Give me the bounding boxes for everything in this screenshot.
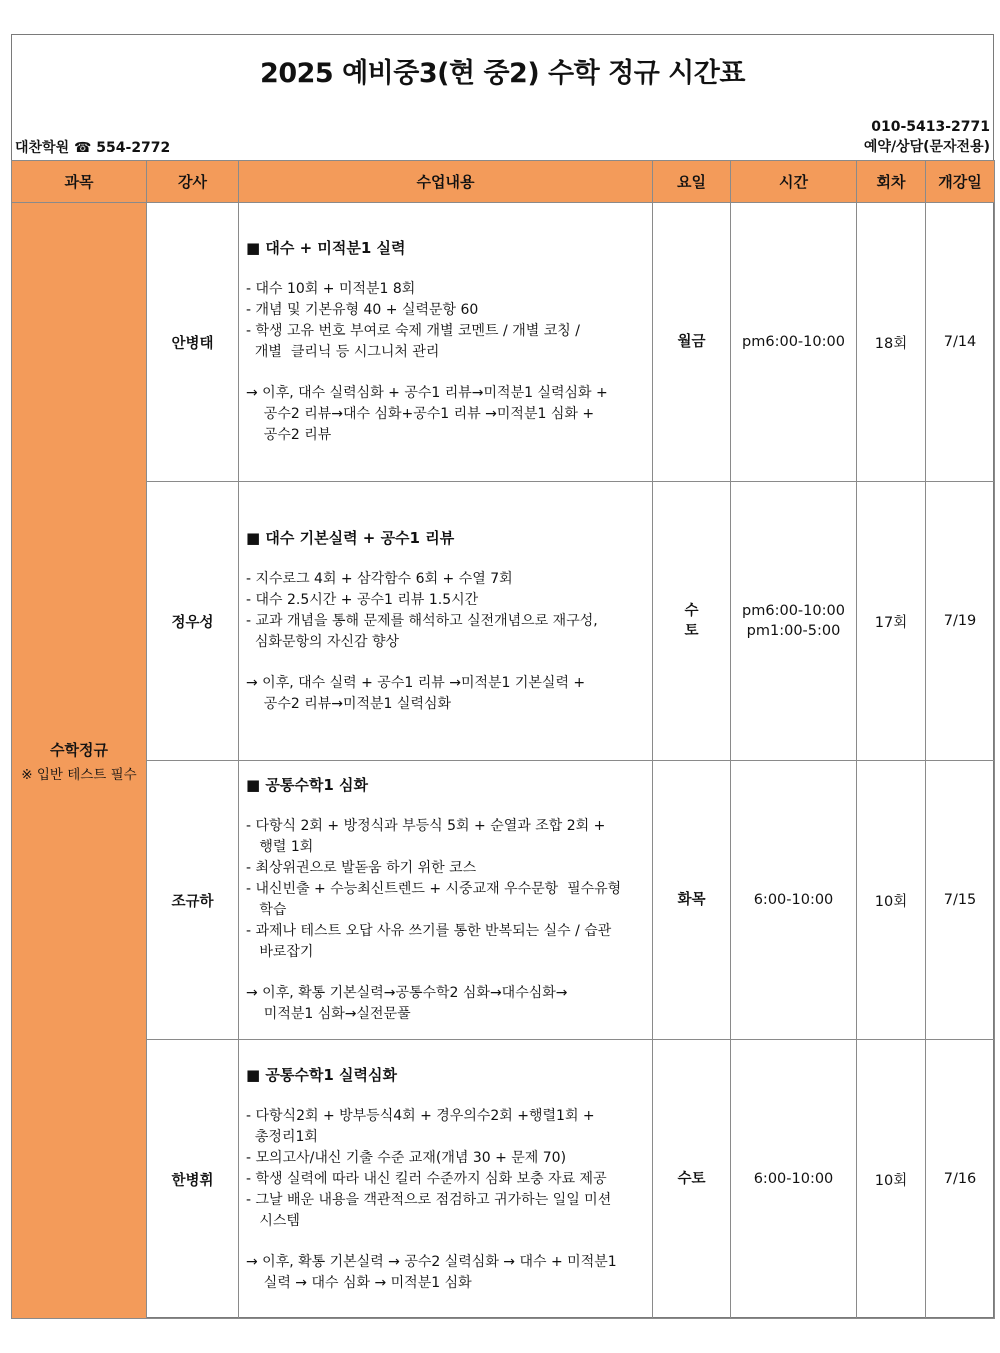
sessions-cell: 18회 <box>857 203 926 482</box>
content-line: 학습 <box>246 902 287 918</box>
time-cell <box>731 203 857 482</box>
content-line: - 지수로그 4회 + 삼각함수 6회 + 수열 7회 <box>246 570 513 587</box>
academy-name: 대찬학원 ☎ 554-2772 <box>15 140 171 156</box>
contact-note: 예약/상담(문자전용) <box>863 139 990 155</box>
content-line: - 학생 실력에 따라 내신 킬러 수준까지 심화 보충 자료 제공 <box>246 1170 607 1187</box>
followup-line: 미적분1 심화→실전문풀 <box>246 1006 411 1022</box>
time-cell <box>731 761 857 1040</box>
teacher-cell: 조규하 <box>147 761 239 1040</box>
schedule-table <box>11 160 995 1319</box>
day-value: 월금 <box>677 334 706 350</box>
followup-line: 공수2 리뷰→미적분1 실력심화 <box>246 695 452 712</box>
followup-line: 공수2 리뷰 <box>246 427 332 443</box>
col-header-day: 요일 <box>653 161 731 203</box>
contact-block <box>864 117 990 157</box>
content-line: - 학생 고유 번호 부여로 숙제 개별 코멘트 / 개별 코칭 / <box>246 323 580 339</box>
content-line: - 그날 배운 내용을 객관적으로 점검하고 귀가하는 일일 미션 <box>246 1191 612 1208</box>
time-value: pm6:00-10:00 <box>742 334 845 350</box>
day-cell <box>653 203 731 482</box>
table-row <box>12 761 995 1040</box>
course-heading: ■ 공통수학1 심화 <box>246 776 368 794</box>
followup-line: 실력 → 대수 심화 → 미적분1 심화 <box>246 1274 472 1291</box>
time-value: 6:00-10:00 <box>753 1171 834 1187</box>
content-line: - 개념 및 기본유형 40 + 실력문항 60 <box>246 302 479 318</box>
content-line: 개별 클리닉 등 시그니처 관리 <box>246 344 440 360</box>
content-line: - 모의고사/내신 기출 수준 교재(개념 30 + 문제 70) <box>246 1149 567 1166</box>
subject-name: 수학정규 <box>50 740 108 759</box>
table-row <box>12 203 995 482</box>
content-line: - 대수 10회 + 미적분1 8회 <box>246 281 416 297</box>
content-line: - 교과 개념을 통해 문제를 해석하고 실전개념으로 재구성, <box>246 612 598 629</box>
course-heading: ■ 대수 기본실력 + 공수1 리뷰 <box>246 528 455 547</box>
col-header-time: 시간 <box>731 161 857 203</box>
day-value: 화목 <box>677 892 706 908</box>
table-header-row <box>12 161 995 203</box>
table-row <box>12 1040 995 1319</box>
table-row <box>12 482 995 761</box>
content-cell <box>239 761 653 1040</box>
col-header-teacher: 강사 <box>147 161 239 203</box>
content-line: 바로잡기 <box>246 944 314 960</box>
course-heading: ■ 대수 + 미적분1 실력 <box>246 239 406 257</box>
teacher-cell: 안병태 <box>147 203 239 482</box>
content-line: 총정리1회 <box>246 1128 318 1145</box>
day-cell <box>653 761 731 1040</box>
followup-line: → 이후, 대수 실력 + 공수1 리뷰 →미적분1 기본실력 + <box>246 674 586 691</box>
followup-line: → 이후, 확통 기본실력 → 공수2 실력심화 → 대수 + 미적분1 <box>246 1253 617 1270</box>
page-title: 2025 예비중3(현 중2) 수학 정규 시간표 <box>260 58 745 89</box>
time-value: 6:00-10:00 <box>753 892 834 908</box>
course-heading: ■ 공통수학1 실력심화 <box>246 1065 397 1084</box>
day-value: 토 <box>684 623 699 639</box>
content-line: - 내신빈출 + 수능최신트렌드 + 시중교재 우수문항 필수유형 <box>246 881 622 897</box>
col-header-content: 수업내용 <box>239 161 653 203</box>
teacher-cell: 정우성 <box>147 482 239 761</box>
time-cell <box>731 1040 857 1319</box>
content-cell <box>239 203 653 482</box>
day-value: 수 <box>684 603 699 619</box>
start-date-cell: 7/14 <box>926 203 995 482</box>
subject-note: ※ 입반 테스트 필수 <box>21 766 137 783</box>
day-cell <box>653 1040 731 1319</box>
subject-cell <box>12 203 147 1319</box>
timetable-sheet <box>11 34 994 1318</box>
time-cell <box>731 482 857 761</box>
col-header-subject: 과목 <box>12 161 147 203</box>
content-line: - 대수 2.5시간 + 공수1 리뷰 1.5시간 <box>246 591 479 608</box>
content-line: 심화문항의 자신감 향상 <box>246 633 400 650</box>
content-line: - 최상위권으로 발돋움 하기 위한 코스 <box>246 860 477 876</box>
content-line: - 다항식2회 + 방부등식4회 + 경우의수2회 +행렬1회 + <box>246 1107 595 1124</box>
day-cell <box>653 482 731 761</box>
content-line: 행렬 1회 <box>246 839 314 855</box>
time-value: pm6:00-10:00 <box>742 603 845 619</box>
col-header-sessions: 회차 <box>857 161 926 203</box>
day-value: 수토 <box>677 1171 706 1187</box>
start-date-cell: 7/15 <box>926 761 995 1040</box>
content-line: - 과제나 테스트 오답 사유 쓰기를 통한 반복되는 실수 / 습관 <box>246 923 612 939</box>
content-line: 시스템 <box>246 1212 300 1229</box>
sessions-cell: 10회 <box>857 761 926 1040</box>
followup-line: → 이후, 확통 기본실력→공통수학2 심화→대수심화→ <box>246 985 568 1001</box>
content-cell <box>239 482 653 761</box>
followup-line: 공수2 리뷰→대수 심화+공수1 리뷰 →미적분1 심화 + <box>246 406 595 422</box>
start-date-cell: 7/19 <box>926 482 995 761</box>
sessions-cell: 10회 <box>857 1040 926 1319</box>
content-line: - 다항식 2회 + 방정식과 부등식 5회 + 순열과 조합 2회 + <box>246 818 606 834</box>
content-cell <box>239 1040 653 1319</box>
sessions-cell: 17회 <box>857 482 926 761</box>
teacher-cell: 한병휘 <box>147 1040 239 1319</box>
start-date-cell: 7/16 <box>926 1040 995 1319</box>
contact-phone: 010-5413-2771 <box>871 119 990 135</box>
time-value: pm1:00-5:00 <box>746 623 841 639</box>
col-header-start: 개강일 <box>926 161 995 203</box>
followup-line: → 이후, 대수 실력심화 + 공수1 리뷰→미적분1 실력심화 + <box>246 385 608 401</box>
